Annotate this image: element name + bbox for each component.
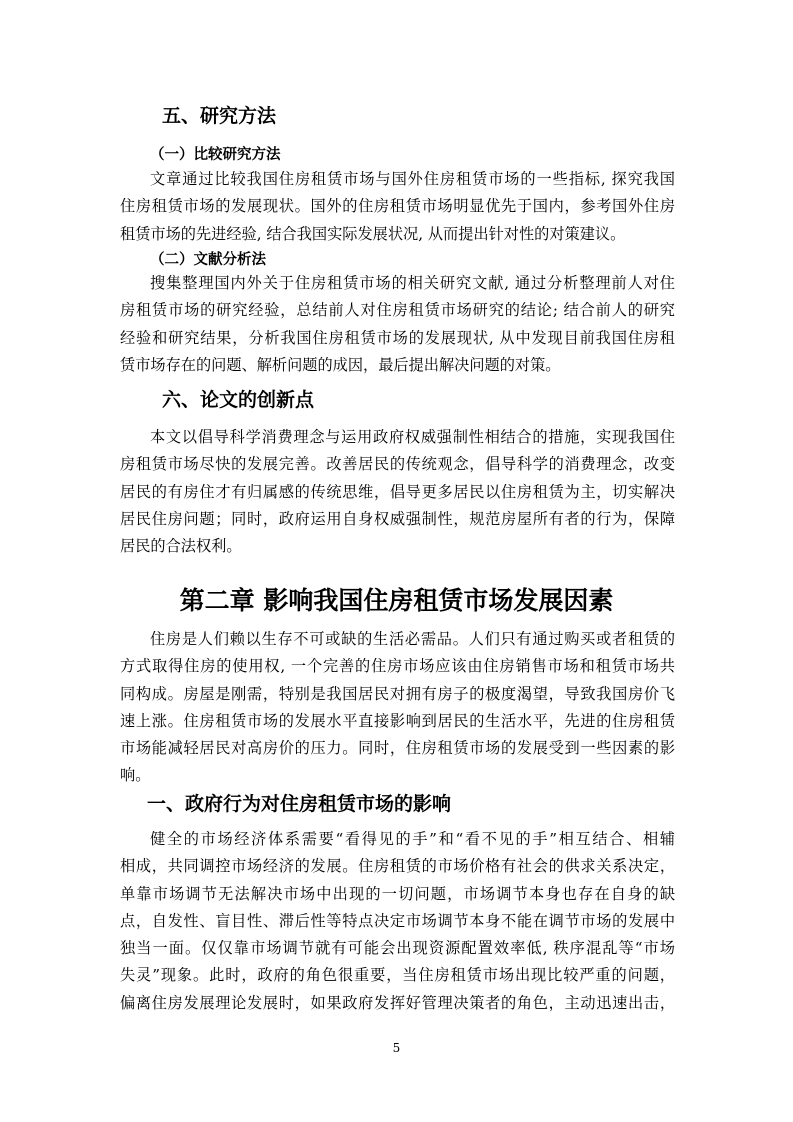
text-line: 相成，共同调控市场经济的发展。住房租赁的市场价格有社会的供求关系决定，	[120, 857, 675, 876]
paragraph-literature-analysis	[120, 270, 675, 379]
text-line: 偏离住房发展理论发展时，如果政府发挥好管理决策者的角色，主动迅速出击，	[120, 993, 675, 1012]
text-line: 本文以倡导科学消费理念与运用政府权威强制性相结合的措施，实现我国住	[150, 428, 675, 446]
paragraph-comparative-method	[120, 166, 675, 248]
text-line: 单靠市场调节无法解决市场中出现的一切问题，市场调节本身也存在自身的缺	[120, 884, 675, 903]
text-line: 经验和研究结果，分析我国住房租赁市场的发展现状, 从中发现目前我国住房租	[120, 328, 675, 347]
text-line: 房租赁市场的研究经验，总结前人对住房租赁市场研究的结论; 结合前人的研究	[120, 301, 675, 320]
text-line: 方式取得住房的使用权, 一个完善的住房市场应该由住房销售市场和租赁市场共	[120, 657, 675, 676]
text-line: 住房是人们赖以生存不可或缺的生活必需品。人们只有通过购买或者租赁的	[150, 630, 675, 648]
text-line: 点，自发性、盲目性、滞后性等特点决定市场调节本身不能在调节市场的发展中	[120, 911, 675, 930]
text-line: 失灵”现象。此时，政府的角色很重要，当住房租赁市场出现比较严重的问题，	[120, 966, 675, 985]
subsection-heading-comparative-method: （一）比较研究方法	[150, 147, 281, 163]
text-line: 居民住房问题；同时，政府运用自身权威强制性，规范房屋所有者的行为，保障	[120, 509, 675, 528]
paragraph-government-behavior	[120, 826, 675, 1017]
text-line: 赁市场存在的问题、解析问题的成因，最后提出解决问题的对策。	[120, 355, 561, 374]
text-line: 速上涨。住房租赁市场的发展水平直接影响到居民的生活水平，先进的住房租赁	[120, 711, 675, 730]
page-number: 5	[392, 1041, 401, 1055]
text-line: 文章通过比较我国住房租赁市场与国外住房租赁市场的一些指标, 探究我国	[150, 170, 675, 188]
paragraph-innovation	[120, 424, 675, 560]
text-line: 房租赁市场尽快的发展完善。改善居民的传统观念，倡导科学的消费理念，改变	[120, 455, 675, 474]
text-line: 响。	[120, 766, 151, 785]
section-heading-government-behavior: 一、政府行为对住房租赁市场的影响	[147, 793, 452, 815]
text-line: 市场能减轻居民对高房价的压力。同时，住房租赁市场的发展受到一些因素的影	[120, 739, 675, 758]
section-heading-research-methods: 五、研究方法	[162, 105, 277, 127]
text-line: 健全的市场经济体系需要“看得见的手”和“看不见的手”相互结合、相辅	[150, 830, 675, 848]
text-line: 搜集整理国内外关于住房租赁市场的相关研究文献, 通过分析整理前人对住	[150, 274, 675, 292]
paragraph-chapter-intro	[120, 626, 675, 790]
subsection-heading-literature-analysis: （二）文献分析法	[150, 252, 266, 268]
text-line: 住房租赁市场的发展现状。国外的住房租赁市场明显优先于国内，参考国外住房	[120, 197, 675, 216]
chapter-title: 第二章 影响我国住房租赁市场发展因素	[179, 586, 614, 615]
section-heading-innovation: 六、论文的创新点	[162, 389, 315, 411]
text-line: 租赁市场的先进经验, 结合我国实际发展状况, 从而提出针对性的对策建议。	[120, 224, 626, 243]
text-line: 独当一面。仅仅靠市场调节就有可能会出现资源配置效率低, 秩序混乱等“市场	[120, 939, 675, 958]
text-line: 居民的有房住才有归属感的传统思维，倡导更多居民以住房租赁为主，切实解决	[120, 482, 675, 501]
text-line: 居民的合法权利。	[120, 537, 242, 556]
text-line: 同构成。房屋是刚需，特别是我国居民对拥有房子的极度渴望，导致我国房价飞	[120, 684, 675, 703]
